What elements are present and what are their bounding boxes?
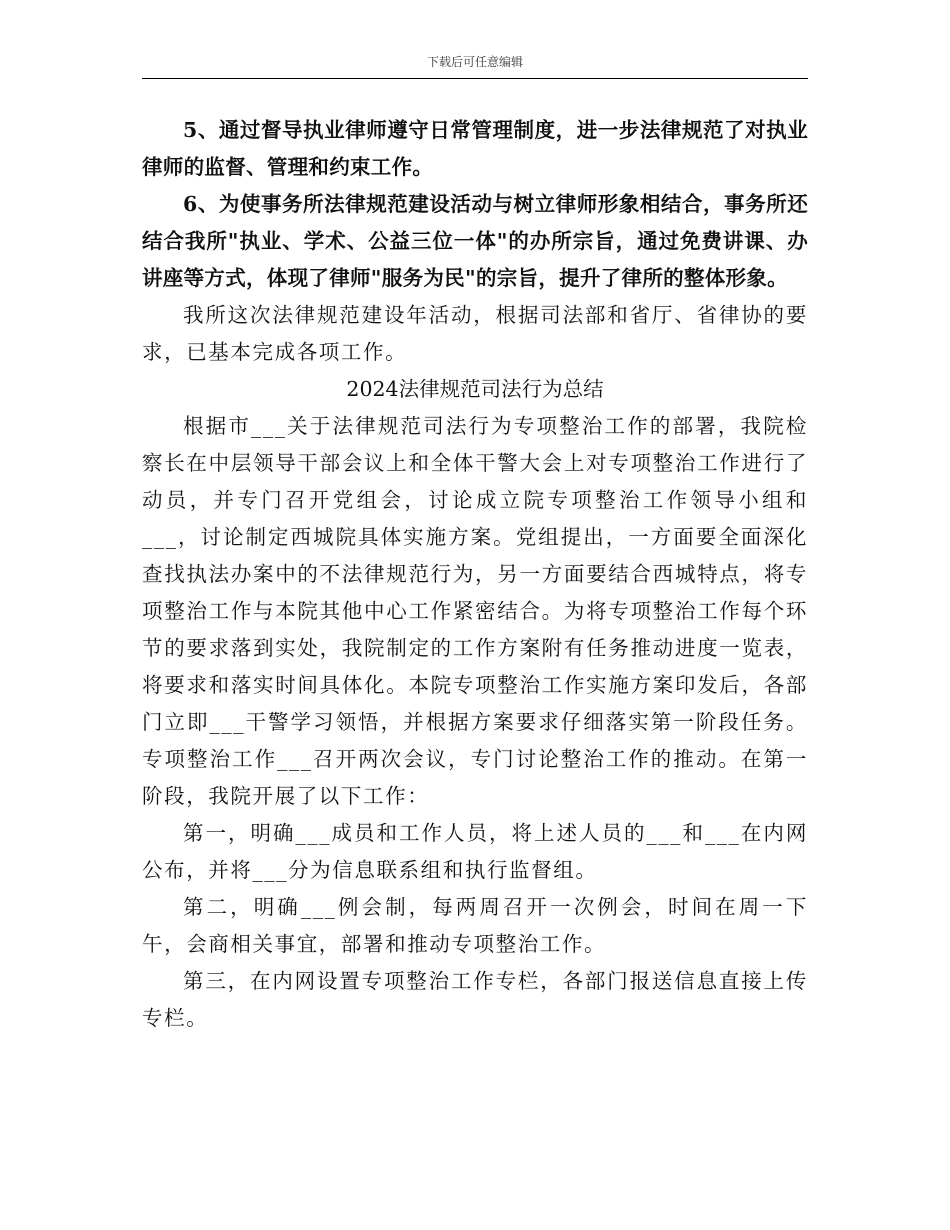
page-header: 下载后可任意编辑 <box>426 55 523 69</box>
paragraph-conclusion: 我所这次法律规范建设年活动，根据司法部和省厅、省律协的要求，已基本完成各项工作。 <box>142 303 808 364</box>
paragraph-second: 第二，明确___例会制，每两周召开一次例会，时间在周一下午，会商相关事宜，部署和推动专项整治工作。 <box>142 895 808 956</box>
document-body <box>142 112 808 1037</box>
paragraph-item-6: 6、为使事务所法律规范建设活动与树立律师形象相结合，事务所还结合我所"执业、学术、公益三位一体"的办所宗旨，通过免费讲课、办讲座等方式，体现了律师"服务为民"的宗旨，提升了律所的整体形象。 <box>142 192 808 290</box>
paragraph-item-5: 5、通过督导执业律师遵守日常管理制度，进一步法律规范了对执业律师的监督、管理和约束工作。 <box>142 118 808 179</box>
section-title: 2024法律规范司法行为总结 <box>346 377 604 401</box>
paragraph-third: 第三，在内网设置专项整治工作专栏，各部门报送信息直接上传专栏。 <box>142 969 808 1030</box>
paragraph-intro: 根据市___关于法律规范司法行为专项整治工作的部署，我院检察长在中层领导干部会议上和全体干警大会上对专项整治工作进行了动员，并专门召开党组会，讨论成立院专项整治工作领导小组和___，讨论制定西城院具体实施方案。党组提出，一方面要全面深化查找执法办案中的不法律规范行为，另一方面要结合西城特点，将专项整治工作与本院其他中心工作紧密结合。为将专项整治工作每个环节的要求落到实处，我院制定的工作方案附有任务推动进度一览表，将要求和落实时间具体化。本院专项整治工作实施方案印发后，各部门立即___干警学习领悟，并根据方案要求仔细落实第一阶段任务。专项整治工作___召开两次会议，专门讨论整治工作的推动。在第一阶段，我院开展了以下工作： <box>142 414 808 808</box>
header-divider <box>142 78 808 79</box>
paragraph-first: 第一，明确___成员和工作人员，将上述人员的___和___在内网公布，并将___分为信息联系组和执行监督组。 <box>142 821 808 882</box>
